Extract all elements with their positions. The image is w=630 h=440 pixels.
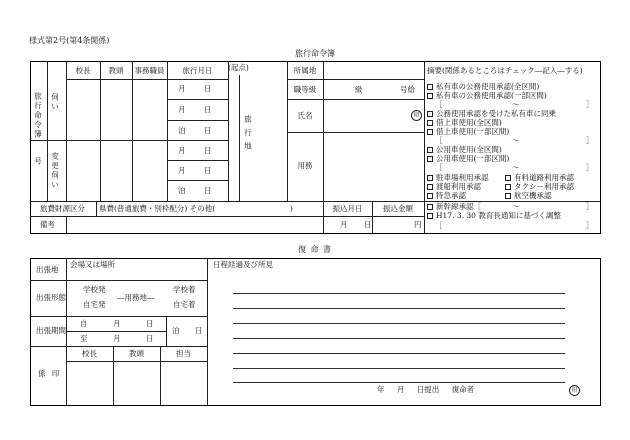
- day-label: 日: [204, 146, 212, 155]
- bracket-open: ［: [435, 136, 443, 145]
- stamp-charge: 担当: [176, 349, 191, 358]
- month-label: 月: [340, 220, 348, 229]
- checkbox-icon[interactable]: [427, 204, 433, 210]
- checkbox-icon[interactable]: [427, 184, 433, 190]
- remark-item[interactable]: 公用車使用(一部区間): [427, 155, 509, 163]
- remark-item[interactable]: 有料道路利用承認: [505, 174, 574, 182]
- yen-label: 円: [414, 220, 422, 229]
- checkbox-icon[interactable]: [427, 129, 433, 135]
- kyu-label: 級: [355, 85, 363, 94]
- remarks-header: 摘要(関係あるところはチェック―記入―する): [427, 66, 583, 75]
- day-label: 日: [364, 220, 372, 229]
- stamp-vice: 教頭: [129, 349, 144, 358]
- checkbox-icon[interactable]: [427, 213, 433, 219]
- day-label: 日: [204, 105, 212, 114]
- kiten-label: (起点): [228, 63, 249, 72]
- day-label: 日: [195, 326, 203, 335]
- checkbox-icon[interactable]: [427, 84, 433, 90]
- remark-item[interactable]: 私有車の公務使用承認(全区間): [427, 83, 539, 91]
- remark-item[interactable]: 私有車の公務使用承認(一部区間): [427, 92, 547, 100]
- remark-item[interactable]: 公務使用承認を受けた私有車に同乗: [427, 110, 556, 118]
- month-label: 月: [113, 334, 121, 343]
- month-label: 月: [113, 319, 121, 328]
- checkbox-icon[interactable]: [505, 193, 511, 199]
- school-arr-label: 学校着: [173, 285, 196, 294]
- remark-item[interactable]: 特急承認: [427, 192, 466, 200]
- haku-label: 泊: [172, 326, 180, 335]
- form-code: 様式第2号(第4条関係): [29, 36, 110, 45]
- checkbox-icon[interactable]: [427, 156, 433, 162]
- bracket-row: ［: [435, 100, 443, 109]
- travel-detail-label: 日程経過及び所見: [213, 260, 273, 269]
- zaigen-label: 旅費財源区分: [40, 204, 85, 213]
- meeting-place-label: 会場又は場所: [70, 260, 115, 269]
- destination-label: 出張地: [36, 265, 59, 274]
- bracket-close: ］: [586, 100, 594, 109]
- remark-item[interactable]: 渡船利用承認: [427, 183, 481, 191]
- remark-item[interactable]: 新幹線承認［: [427, 203, 481, 211]
- bracket-open: ［: [435, 163, 443, 172]
- shokutokyu-label: 職等級: [293, 85, 317, 94]
- bracket-close: ］: [586, 163, 594, 172]
- bracket-close: ］: [586, 221, 594, 230]
- to-label: 至: [80, 334, 88, 343]
- seal-icon: 印: [569, 385, 580, 396]
- day-label: 日: [146, 334, 154, 343]
- home-arr-label: 自宅着: [173, 300, 196, 309]
- submit-line: 年 月 日提出 復命者: [377, 385, 475, 394]
- school-dep-label: 学校発: [83, 285, 106, 294]
- furikomi-date-label: 振込月日: [332, 204, 363, 213]
- checkbox-icon[interactable]: [505, 175, 511, 181]
- kinmuchi-label: ―用務地―: [117, 293, 155, 302]
- bracket-close: ］: [586, 202, 594, 211]
- month-label: 月: [178, 84, 186, 93]
- ukagai-label: 伺い: [50, 93, 60, 112]
- header-vice-principal: 教頭: [108, 66, 124, 75]
- zaigen-value: 県費(普通旅費・別枠配分) その他(: [99, 204, 216, 213]
- go-label: 号: [33, 157, 43, 167]
- youmu-label: 用務: [297, 161, 313, 170]
- haku-label: 泊: [178, 186, 186, 195]
- day-label: 日: [204, 126, 212, 135]
- furikomi-amount-label: 振込金額: [383, 204, 413, 213]
- shozokuchi-label: 所属地: [293, 66, 317, 75]
- header-clerk: 事務職員: [134, 66, 165, 75]
- form-label: 出張形態: [36, 293, 66, 302]
- day-label: 日: [146, 319, 154, 328]
- tilde: ～: [512, 136, 520, 145]
- remark-item[interactable]: 借上車使用(全区間): [427, 119, 502, 127]
- checkbox-icon[interactable]: [427, 193, 433, 199]
- from-label: 自: [80, 319, 88, 328]
- checkbox-icon[interactable]: [427, 120, 433, 126]
- remark-item[interactable]: 駐車場利用承認: [427, 174, 489, 182]
- tilde: ～: [512, 202, 520, 211]
- bracket-close: ］: [586, 136, 594, 145]
- remark-item[interactable]: 借上車使用(一部区間): [427, 128, 509, 136]
- return-report-title: 復 命 書: [297, 245, 333, 254]
- kakuin-label: 係 印: [38, 369, 62, 378]
- paren-close: ): [290, 204, 293, 213]
- remark-item[interactable]: H17. 3. 30 教育長通知に基づく調整: [427, 212, 561, 220]
- tilde: ～: [512, 163, 520, 172]
- checkbox-icon[interactable]: [505, 184, 511, 190]
- travel-order-title: 旅行命令簿: [295, 49, 335, 58]
- checkbox-icon[interactable]: [427, 93, 433, 99]
- month-label: 月: [178, 166, 186, 175]
- day-label: 日: [204, 84, 212, 93]
- remark-item[interactable]: タクシー利用承認: [505, 183, 574, 191]
- shimei-label: 氏名: [297, 111, 313, 120]
- bikou-label: 備考: [40, 220, 55, 229]
- ryokouchi-label: 旅行地: [243, 115, 253, 156]
- henkou-ukagai-label: 変更伺い: [50, 152, 60, 190]
- day-label: 日: [204, 186, 212, 195]
- stamp-principal: 校長: [82, 349, 97, 358]
- travel-order-row-label: 旅行命令簿: [33, 92, 43, 140]
- home-dep-label: 自宅発: [83, 300, 106, 309]
- seal-icon: 印: [411, 110, 422, 121]
- tilde: ～: [512, 100, 520, 109]
- checkbox-icon[interactable]: [427, 175, 433, 181]
- remark-item[interactable]: 公用車使用(全区間): [427, 146, 502, 154]
- header-travel-date: 旅行月日: [182, 66, 213, 75]
- header-principal: 校長: [75, 66, 91, 75]
- bracket-open: ［: [435, 221, 443, 230]
- period-label: 出張期間: [36, 326, 66, 335]
- checkbox-icon[interactable]: [427, 147, 433, 153]
- haku-label: 泊: [178, 126, 186, 135]
- remark-item[interactable]: 航空機承認: [505, 192, 552, 200]
- month-label: 月: [178, 146, 186, 155]
- day-label: 日: [204, 166, 212, 175]
- month-label: 月: [178, 105, 186, 114]
- checkbox-icon[interactable]: [427, 111, 433, 117]
- gokyu-label: 号給: [400, 85, 415, 94]
